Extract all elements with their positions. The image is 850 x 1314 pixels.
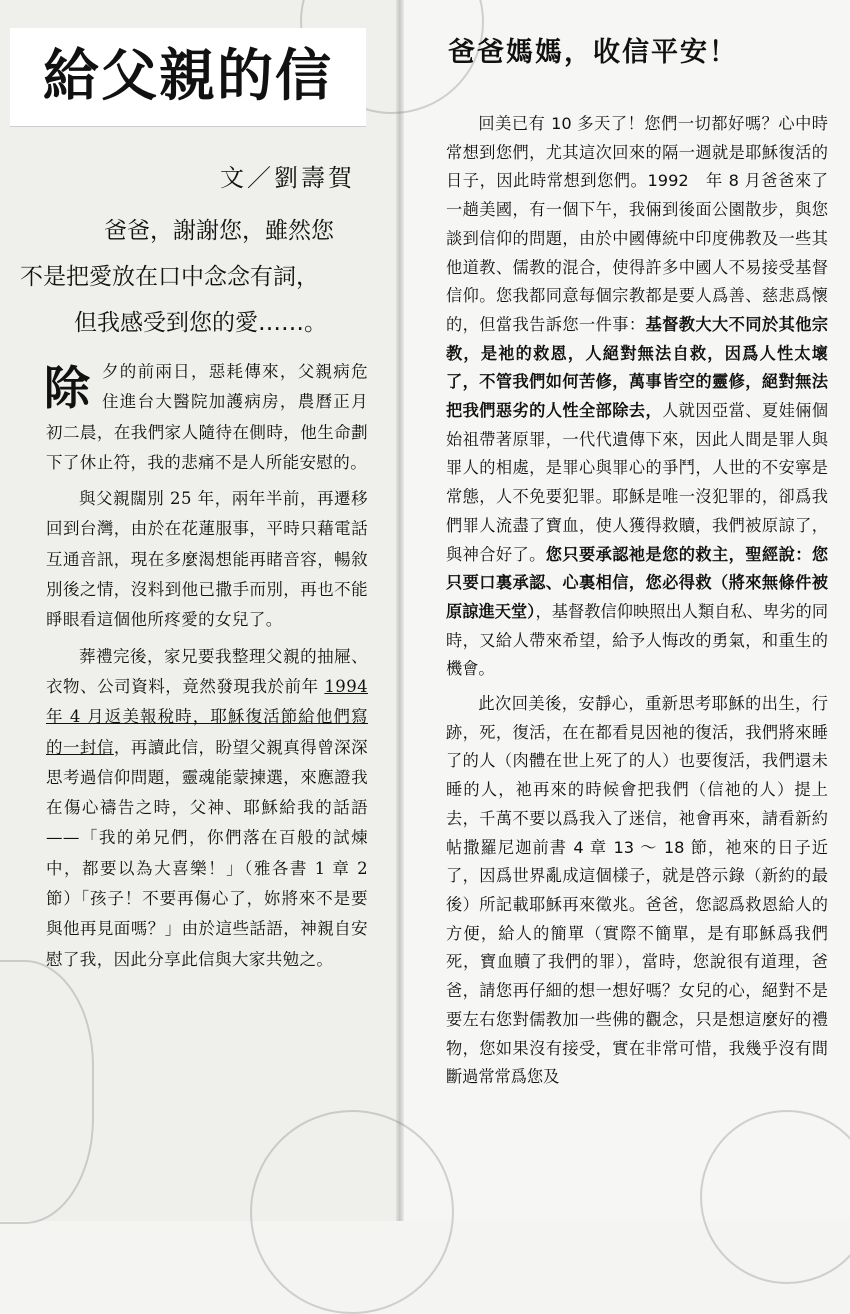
paragraph-text: 夕的前兩日，惡耗傳來，父親病危住進台大醫院加護病房，農曆正月初二晨，在我們家人隨待在側時，他生命劃下了休止符，我的悲痛不是人所能安慰的。 (46, 362, 368, 472)
paragraph (446, 110, 828, 684)
paragraph (46, 642, 368, 975)
paragraph: 與父親闊別 25 年，兩年半前，再遷移回到台灣，由於在花蓮服事，平時只藉電話互通音訊，現在多麼渴想能再睹音容，暢敘別後之情，沒料到他已撒手而別，再也不能睜眼看這個他所疼愛的女兒了。 (46, 489, 368, 630)
paragraph-text: 葬禮完後，家兄要我整理父親的抽屜、衣物、公司資料，竟然發現我於前年 (46, 646, 368, 696)
bold-text: 基督教大大不同於其他宗教，是祂的救恩，人絕對無法自救，因爲人性太壞了，不管我們如何苦修，萬事皆空的靈修，絕對無法把我們惡劣的人性全部除去， (446, 314, 829, 421)
paragraph-text: 回美已有 10 多天了！您們一切都好嗎？心中時常想到您們，尤其這次回來的隔一週就是耶穌復活的日子，因此時常想到您們。1992 年 8 月爸爸來了一趟美國，有一個下午，我倆到後面公園散步，與您談到信仰的問題，由於中國傳統中印度佛教及一些其他道教、儒教的混合，使得許多中國人不易接受基督信仰。您我都同意每個宗教都是要人爲善、慈悲爲懷的，但當我告訴您一件事： (446, 114, 828, 334)
underlined-text: 1994 年 4 月返美報稅時，耶穌復活節給他們寫的一封信 (46, 676, 368, 757)
page-fold-shadow (396, 0, 404, 1221)
paragraph-text: ，再讀此信，盼望父親真得曾深深思考過信仰問題，靈魂能蒙揀選，來應證我在傷心禱告之時，父神、耶穌給我的話語——「我的弟兄們，你們落在百般的試煉中，都要以為大喜樂！」（雅各書 1 章 2 節）「孩子！不要再傷心了，妳將來不是要與他再見面嗎？」由於這些話語，神親自安慰了我，因此分享此信與大家共勉之。 (46, 737, 369, 969)
drop-cap: 除 (44, 361, 91, 415)
paragraph (46, 357, 368, 478)
lead-line: 但我感受到您的愛……。 (74, 310, 327, 336)
paragraph: 此次回美後，安靜心，重新思考耶穌的出生，行跡，死，復活，在在都看見因祂的復活，我們將來睡了的人（肉體在世上死了的人）也要復活，我們還未睡的人，祂再來的時候會把我們（信祂的人）提上去，千萬不要以爲我入了迷信，祂會再來，請看新約帖撒羅尼迦前書 4 章 13 ～ 18 節，祂來的日子近了，因爲世界亂成這個樣子，就是啓示錄（新約的最後）所記載耶穌再來徵兆。爸爸，您認爲救恩給人的方便，給人的簡單（實際不簡單，是有耶穌爲我們死，寶血贖了我們的罪），當時，您說很有道理，爸爸，請您再仔細的想一想好嗎？女兒的心，絕對不是要左右您對儒教加一些佛的觀念，只是想這麼好的禮物，您如果沒有接受，實在非常可惜，我幾乎沒有間斷過常常爲您及 (446, 694, 828, 1087)
article-body (46, 357, 368, 975)
paragraph-text: 人就因亞當、夏娃倆個始祖帶著原罪，一代代遺傳下來，因此人間是罪人與罪人的相處，是罪心與罪心的爭鬥，人世的不安寧是常態，人不免要犯罪。耶穌是唯一沒犯罪的，卻爲我們罪人流盡了寶血，使人獲得救贖，我們被原諒了，與神合好了。 (446, 401, 829, 564)
paragraph-text: ，基督教信仰映照出人類自私、卑劣的同時，又給人帶來希望，給予人悔改的勇氣，和重生的機會。 (446, 601, 829, 679)
lead-line: 不是把愛放在口中念念有詞， (20, 264, 319, 290)
article-byline: 文／劉壽賀 (220, 164, 355, 192)
lead-line: 爸爸，謝謝您，雖然您 (104, 218, 334, 244)
article-title: 給父親的信 (10, 28, 366, 127)
postmark-stamp (250, 1110, 454, 1314)
letter-title: 爸爸媽媽，收信平安！ (448, 37, 738, 68)
letter-body (446, 110, 828, 1092)
bold-text: 您只要承認祂是您的救主，聖經說：您只要口裏承認、心裏相信，您必得救（將來無條件被原諒進天堂） (446, 544, 829, 621)
